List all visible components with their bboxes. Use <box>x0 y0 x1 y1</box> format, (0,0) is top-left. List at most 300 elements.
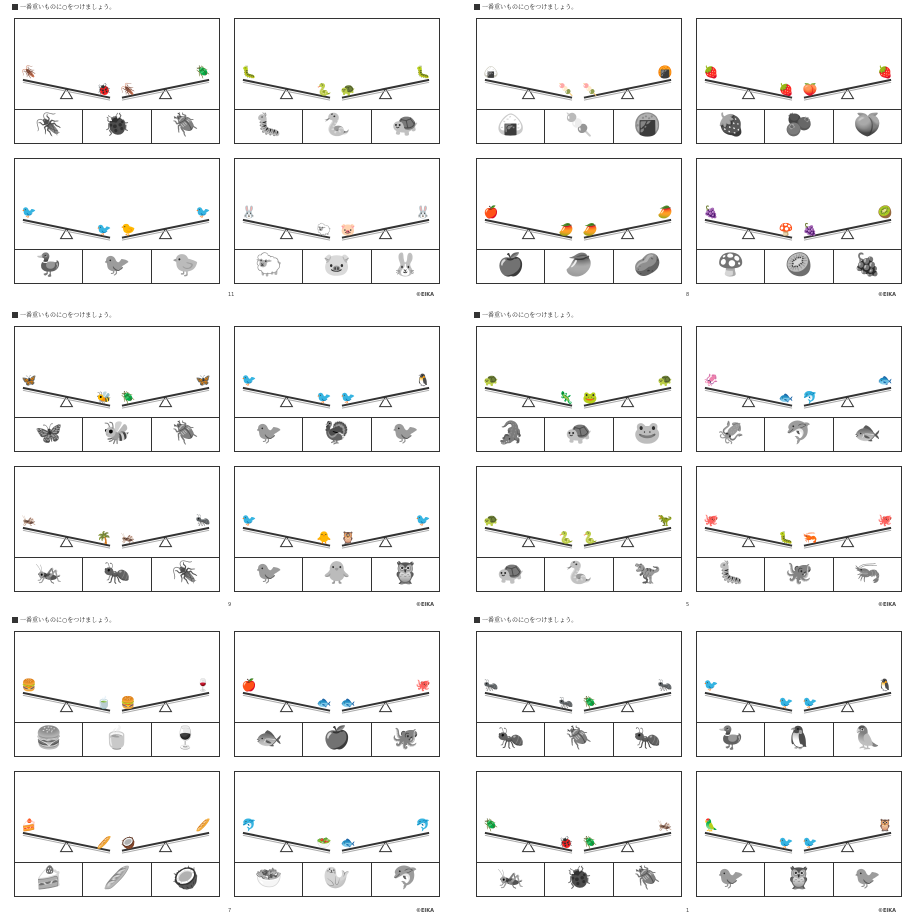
answer-choice[interactable] <box>15 249 83 283</box>
answer-choice[interactable] <box>235 417 303 451</box>
seesaw-left-object: 🐦 <box>802 695 818 710</box>
answer-choice[interactable] <box>372 417 439 451</box>
seesaw-illustration <box>235 159 439 249</box>
answer-row <box>15 557 219 591</box>
question-card <box>696 466 902 592</box>
seesaw <box>582 513 672 548</box>
answer-object-icon: 🪲 <box>171 421 200 446</box>
brand-mark: ©EIKA <box>877 908 896 914</box>
sheet-title <box>474 615 577 624</box>
seesaw <box>802 204 892 240</box>
answer-choice[interactable] <box>235 557 303 591</box>
seesaw-right-object: 🍡 <box>558 82 574 97</box>
brand-mark: ©EIKA <box>877 602 896 608</box>
title-marker-icon <box>12 312 18 318</box>
seesaw-right-object: 🥖 <box>195 817 211 832</box>
seesaw-scene <box>15 467 219 558</box>
seesaw-scene <box>477 772 681 863</box>
answer-row <box>15 109 219 143</box>
answer-object-icon: 🐞 <box>103 113 131 138</box>
question-card <box>696 771 902 897</box>
seesaw-left-object: 🪲 <box>582 695 598 710</box>
seesaw <box>241 513 331 548</box>
seesaw-scene <box>477 159 681 250</box>
answer-choice[interactable] <box>545 249 613 283</box>
answer-object-icon: 🐞 <box>565 866 593 891</box>
seesaw-illustration <box>235 327 439 417</box>
question-card <box>234 18 440 144</box>
seesaw-right-object: 🍓 <box>778 82 794 97</box>
title-marker-icon <box>12 4 18 10</box>
seesaw-left-object: 🪲 <box>120 390 136 405</box>
seesaw-left-object: 🐬 <box>241 817 257 832</box>
seesaw-illustration <box>15 772 219 862</box>
answer-object-icon: 🦆 <box>34 253 63 278</box>
answer-choice[interactable] <box>697 249 765 283</box>
answer-choice[interactable] <box>834 109 901 143</box>
seesaw-illustration <box>697 632 901 722</box>
answer-row <box>477 862 681 896</box>
seesaw-right-object: 🐛 <box>778 530 794 545</box>
seesaw-left-object: 🪲 <box>483 817 499 832</box>
seesaw-right-object: 🐜 <box>558 695 574 710</box>
answer-choice[interactable] <box>83 249 151 283</box>
seesaw-right-object: 🐢 <box>657 372 673 387</box>
answer-object-icon: 🦃 <box>323 421 351 446</box>
answer-object-icon: 🐦 <box>254 421 283 446</box>
seesaw <box>120 205 210 240</box>
seesaw-left-object: 🪲 <box>582 835 598 850</box>
seesaw-right-object: 🐑 <box>316 222 332 237</box>
seesaw-illustration <box>697 772 901 862</box>
answer-choice[interactable] <box>152 862 219 896</box>
sheet-title-text: 一番重いものに○をつけましょう。 <box>482 617 578 624</box>
seesaw-scene <box>697 632 901 723</box>
answer-object-icon: 🦑 <box>716 421 745 446</box>
sheet-title-text: 一番重いものに○をつけましょう。 <box>482 312 578 319</box>
answer-choice[interactable] <box>372 249 439 283</box>
answer-object-icon: 🐙 <box>785 561 813 586</box>
answer-choice[interactable] <box>765 557 833 591</box>
seesaw-scene <box>477 327 681 418</box>
seesaw <box>802 65 892 100</box>
answer-row <box>697 109 901 143</box>
answer-choice[interactable] <box>697 557 765 591</box>
answer-choice[interactable] <box>765 862 833 896</box>
seesaw-left-object: 🦗 <box>120 530 136 545</box>
answer-choice[interactable] <box>303 862 371 896</box>
seesaw-illustration <box>235 19 439 109</box>
seesaw <box>340 678 430 713</box>
seesaw-right-object: 🐟 <box>877 372 893 387</box>
seesaw <box>120 513 210 548</box>
answer-row <box>477 249 681 283</box>
answer-object-icon: 🐰 <box>391 253 420 278</box>
answer-object-icon: 🦉 <box>785 866 813 891</box>
answer-object-icon: 🐝 <box>103 421 131 446</box>
answer-choice[interactable] <box>83 417 151 451</box>
seesaw-right-object: 🐦 <box>316 390 332 405</box>
answer-object-icon: 🦭 <box>323 866 351 891</box>
seesaw-left-object: 🦗 <box>21 512 37 527</box>
answer-choice[interactable] <box>545 862 613 896</box>
answer-row <box>235 557 439 591</box>
answer-object-icon: 🐬 <box>785 421 813 446</box>
answer-object-icon: 🐜 <box>633 726 662 751</box>
seesaw-left-object: 🐛 <box>241 64 257 79</box>
question-card <box>696 18 902 144</box>
seesaw-scene <box>697 19 901 110</box>
question-card <box>696 158 902 284</box>
seesaw-left-object: 🐬 <box>802 390 818 405</box>
seesaw-right-object: 🥭 <box>657 204 673 219</box>
seesaw-illustration <box>15 327 219 417</box>
seesaw <box>802 678 892 713</box>
seesaw <box>703 205 793 240</box>
answer-choice[interactable] <box>372 109 439 143</box>
answer-object-icon: 🍑 <box>853 113 882 138</box>
answer-choice[interactable] <box>545 417 613 451</box>
page-number: 5 <box>686 602 690 608</box>
seesaw-left-object: 🐦 <box>340 390 356 405</box>
answer-choice[interactable] <box>697 722 765 756</box>
seesaw-right-object: 🍄 <box>778 222 794 237</box>
seesaw <box>703 65 793 100</box>
seesaw-scene <box>697 467 901 558</box>
answer-row <box>15 862 219 896</box>
seesaw-left-object: 🍙 <box>483 64 499 79</box>
seesaw-illustration <box>477 327 681 417</box>
answer-object-icon: 🦗 <box>496 866 525 891</box>
answer-choice[interactable] <box>303 109 371 143</box>
answer-object-icon: 🥗 <box>254 866 283 891</box>
answer-object-icon: 🍵 <box>103 726 131 751</box>
question-card <box>476 18 682 144</box>
answer-choice[interactable] <box>303 722 371 756</box>
seesaw-right-object: 🦖 <box>657 512 673 527</box>
answer-choice[interactable] <box>303 417 371 451</box>
page-number: 9 <box>228 602 232 608</box>
answer-choice[interactable] <box>834 722 901 756</box>
answer-choice[interactable] <box>765 109 833 143</box>
seesaw-scene <box>15 159 219 250</box>
seesaw-illustration <box>697 327 901 417</box>
page-number: 1 <box>686 908 690 914</box>
title-marker-icon <box>474 4 480 10</box>
question-card <box>696 326 902 452</box>
answer-object-icon: 🍷 <box>171 726 200 751</box>
seesaw-illustration <box>697 467 901 557</box>
seesaw <box>582 818 672 853</box>
answer-choice[interactable] <box>152 722 219 756</box>
answer-choice[interactable] <box>152 249 219 283</box>
answer-choice[interactable] <box>235 862 303 896</box>
worksheet-sheet <box>10 615 440 913</box>
question-card <box>476 466 682 592</box>
sheet-title <box>12 2 115 11</box>
answer-choice[interactable] <box>834 557 901 591</box>
seesaw <box>483 373 573 408</box>
seesaw-right-object: 🐟 <box>316 695 332 710</box>
seesaw <box>703 373 793 408</box>
brand-mark: ©EIKA <box>877 292 896 298</box>
seesaw <box>21 205 111 240</box>
seesaw-right-object: 🐍 <box>558 530 574 545</box>
answer-choice[interactable] <box>152 417 219 451</box>
answer-object-icon: 🦆 <box>716 726 745 751</box>
answer-row <box>697 722 901 756</box>
seesaw-left-object: 🦉 <box>340 530 356 545</box>
answer-choice[interactable] <box>15 417 83 451</box>
answer-choice[interactable] <box>235 722 303 756</box>
answer-choice[interactable] <box>83 557 151 591</box>
worksheet-sheet <box>472 2 902 300</box>
answer-row <box>235 722 439 756</box>
answer-choice[interactable] <box>545 557 613 591</box>
seesaw-right-object: 🐬 <box>415 817 431 832</box>
answer-choice[interactable] <box>834 417 901 451</box>
answer-choice[interactable] <box>765 417 833 451</box>
seesaw-right-object: 🐦 <box>195 204 211 219</box>
sheet-title-text: 一番重いものに○をつけましょう。 <box>20 312 116 319</box>
answer-choice[interactable] <box>372 862 439 896</box>
answer-choice[interactable] <box>477 722 545 756</box>
answer-choice[interactable] <box>152 557 219 591</box>
answer-choice[interactable] <box>83 109 151 143</box>
sheet-title-text: 一番重いものに○をつけましょう。 <box>482 4 578 11</box>
answer-row <box>15 249 219 283</box>
seesaw-illustration <box>15 159 219 249</box>
answer-choice[interactable] <box>15 862 83 896</box>
answer-row <box>477 722 681 756</box>
answer-choice[interactable] <box>614 249 681 283</box>
seesaw-right-object: 🐙 <box>415 677 431 692</box>
question-card <box>234 631 440 757</box>
answer-object-icon: 🐟 <box>254 726 283 751</box>
answer-choice[interactable] <box>372 557 439 591</box>
seesaw-scene <box>477 19 681 110</box>
seesaw-left-object: 🍡 <box>582 82 598 97</box>
seesaw-scene <box>697 327 901 418</box>
question-card <box>14 326 220 452</box>
answer-object-icon: 🐢 <box>391 113 420 138</box>
answer-choice[interactable] <box>477 249 545 283</box>
answer-choice[interactable] <box>303 249 371 283</box>
seesaw <box>703 817 793 853</box>
answer-choice[interactable] <box>152 109 219 143</box>
seesaw-illustration <box>477 772 681 862</box>
worksheet-sheet <box>10 310 440 608</box>
sheet-title <box>474 2 577 11</box>
title-marker-icon <box>474 312 480 318</box>
seesaw <box>483 513 573 548</box>
answer-choice[interactable] <box>834 249 901 283</box>
answer-row <box>697 417 901 451</box>
seesaw-right-object: 🐧 <box>877 677 893 692</box>
seesaw-left-object: 🦋 <box>21 372 37 387</box>
answer-object-icon: 🍡 <box>565 113 593 138</box>
answer-object-icon: 🦖 <box>633 561 662 586</box>
answer-object-icon: 🐍 <box>565 561 593 586</box>
answer-object-icon: 🦉 <box>391 561 420 586</box>
seesaw-illustration <box>15 632 219 722</box>
answer-choice[interactable] <box>15 109 83 143</box>
seesaw-right-object: 🪲 <box>195 64 211 79</box>
answer-object-icon: 🐷 <box>323 253 351 278</box>
seesaw <box>241 373 331 408</box>
seesaw-scene <box>15 772 219 863</box>
answer-choice[interactable] <box>765 722 833 756</box>
answer-row <box>477 417 681 451</box>
seesaw-illustration <box>235 632 439 722</box>
answer-choice[interactable] <box>614 722 681 756</box>
question-card <box>234 466 440 592</box>
answer-choice[interactable] <box>83 862 151 896</box>
answer-object-icon: 🪲 <box>565 726 593 751</box>
seesaw-right-object: 🐧 <box>415 372 431 387</box>
answer-object-icon: 🪲 <box>633 866 662 891</box>
seesaw-left-object: 🍎 <box>483 204 499 219</box>
seesaw-scene <box>235 632 439 723</box>
seesaw <box>241 817 331 853</box>
seesaw-illustration <box>477 159 681 249</box>
answer-choice[interactable] <box>614 557 681 591</box>
seesaw-right-object: 🐟 <box>778 390 794 405</box>
answer-choice[interactable] <box>765 249 833 283</box>
answer-object-icon: 🐦 <box>103 253 131 278</box>
answer-choice[interactable] <box>545 722 613 756</box>
seesaw-left-object: 🐟 <box>340 835 356 850</box>
answer-object-icon: 🍎 <box>323 726 351 751</box>
answer-choice[interactable] <box>697 862 765 896</box>
seesaw <box>483 818 573 853</box>
answer-choice[interactable] <box>15 722 83 756</box>
seesaw-scene <box>15 327 219 418</box>
answer-choice[interactable] <box>477 417 545 451</box>
seesaw-left-object: 🍎 <box>241 677 257 692</box>
seesaw-left-object: 🪳 <box>120 82 136 97</box>
seesaw-scene <box>235 159 439 250</box>
question-card <box>696 631 902 757</box>
answer-object-icon: 🪳 <box>34 113 63 138</box>
seesaw <box>483 204 573 240</box>
answer-choice[interactable] <box>235 109 303 143</box>
answer-object-icon: 🐍 <box>323 113 351 138</box>
answer-object-icon: 🐢 <box>496 561 525 586</box>
seesaw-illustration <box>15 467 219 557</box>
question-card <box>234 326 440 452</box>
answer-choice[interactable] <box>697 417 765 451</box>
answer-object-icon: 🐥 <box>323 561 351 586</box>
answer-object-icon: 🥖 <box>103 866 131 891</box>
answer-choice[interactable] <box>834 862 901 896</box>
seesaw <box>582 205 672 240</box>
answer-object-icon: 🫐 <box>785 113 813 138</box>
seesaw-illustration <box>477 19 681 109</box>
seesaw-left-object: 🐷 <box>340 222 356 237</box>
seesaw-illustration <box>477 467 681 557</box>
brand-mark: ©EIKA <box>415 292 434 298</box>
answer-object-icon: 🐢 <box>565 421 593 446</box>
answer-object-icon: 🐙 <box>391 726 420 751</box>
sheet-title <box>474 310 577 319</box>
answer-row <box>15 722 219 756</box>
seesaw-right-object: 🥭 <box>558 222 574 237</box>
answer-object-icon: 🍔 <box>34 726 63 751</box>
seesaw-scene <box>235 772 439 863</box>
seesaw-right-object: 🌴 <box>96 530 112 545</box>
seesaw <box>21 678 111 713</box>
answer-object-icon: 🐧 <box>785 726 813 751</box>
seesaw-right-object: 🦉 <box>877 817 893 832</box>
seesaw-right-object: 🐞 <box>558 835 574 850</box>
answer-choice[interactable] <box>614 417 681 451</box>
seesaw-left-object: 🍔 <box>21 677 37 692</box>
answer-object-icon: 🐦 <box>853 866 882 891</box>
answer-choice[interactable] <box>477 557 545 591</box>
answer-object-icon: 🐛 <box>254 113 283 138</box>
answer-object-icon: 🍙 <box>496 113 525 138</box>
seesaw-right-object: 🥗 <box>316 835 332 850</box>
question-card <box>476 158 682 284</box>
seesaw <box>120 818 210 853</box>
seesaw-illustration <box>477 632 681 722</box>
seesaw-right-object: 🐥 <box>316 530 332 545</box>
answer-choice[interactable] <box>83 722 151 756</box>
seesaw-right-object: 🦗 <box>657 817 673 832</box>
answer-choice[interactable] <box>614 109 681 143</box>
answer-choice[interactable] <box>372 722 439 756</box>
seesaw-right-object: 🐦 <box>415 512 431 527</box>
answer-choice[interactable] <box>477 862 545 896</box>
seesaw-left-object: 🐤 <box>120 222 136 237</box>
seesaw-illustration <box>697 159 901 249</box>
seesaw-right-object: 🍓 <box>877 64 893 79</box>
answer-object-icon: 🍘 <box>633 113 662 138</box>
seesaw-right-object: 🐝 <box>96 390 112 405</box>
seesaw-right-object: 🐜 <box>657 677 673 692</box>
answer-choice[interactable] <box>614 862 681 896</box>
seesaw-illustration <box>235 467 439 557</box>
answer-choice[interactable] <box>15 557 83 591</box>
seesaw-scene <box>235 467 439 558</box>
answer-object-icon: 🍎 <box>496 253 525 278</box>
brand-mark: ©EIKA <box>415 602 434 608</box>
answer-object-icon: 🐛 <box>716 561 745 586</box>
seesaw-right-object: 🐞 <box>96 82 112 97</box>
title-marker-icon <box>474 617 480 623</box>
answer-object-icon: 🐟 <box>853 421 882 446</box>
seesaw <box>802 513 892 548</box>
answer-choice[interactable] <box>303 557 371 591</box>
seesaw-left-object: 🪳 <box>21 64 37 79</box>
seesaw-left-object: 🐢 <box>340 82 356 97</box>
seesaw <box>21 373 111 408</box>
seesaw-right-object: 🍘 <box>657 64 673 79</box>
answer-choice[interactable] <box>697 109 765 143</box>
answer-object-icon: 🐤 <box>171 253 200 278</box>
answer-choice[interactable] <box>545 109 613 143</box>
answer-choice[interactable] <box>235 249 303 283</box>
question-card <box>14 631 220 757</box>
answer-choice[interactable] <box>477 109 545 143</box>
seesaw-scene <box>477 632 681 723</box>
seesaw <box>340 65 430 100</box>
answer-row <box>477 109 681 143</box>
seesaw <box>340 205 430 240</box>
seesaw-right-object: 🥝 <box>877 204 893 219</box>
question-card <box>14 466 220 592</box>
